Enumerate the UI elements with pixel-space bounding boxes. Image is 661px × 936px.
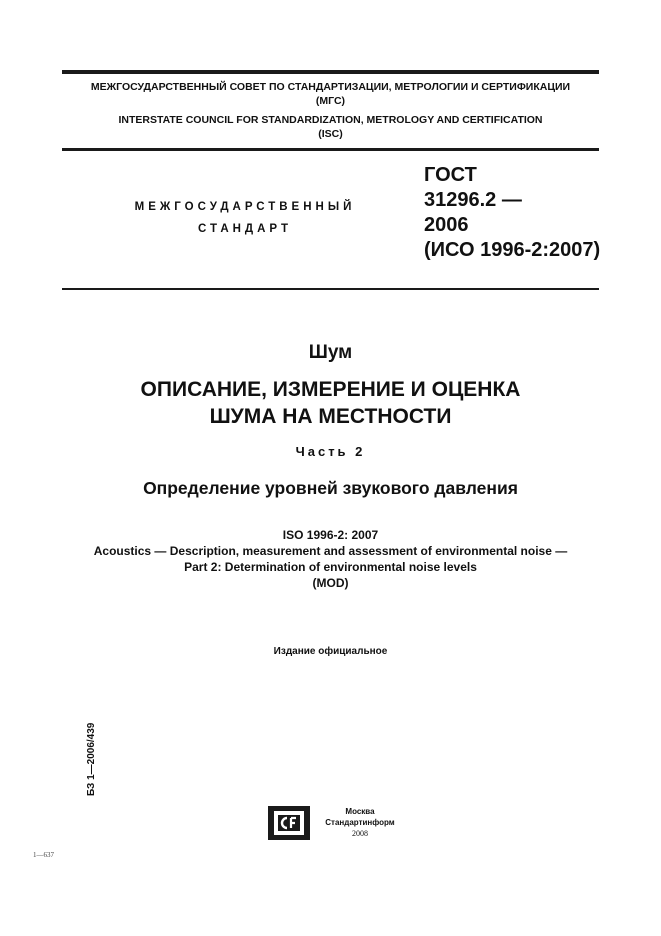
council-ru (0, 80, 661, 108)
publisher-year: 2008 (352, 829, 368, 838)
header-rule (62, 148, 599, 151)
council-en-name: INTERSTATE COUNCIL FOR STANDARDIZATION, METROLOGY AND CERTIFICATION (118, 114, 543, 126)
gost-year: 2006 (424, 214, 469, 236)
council-ru-abbr: (МГС) (315, 95, 346, 107)
title-main-line1: ОПИСАНИЕ, ИЗМЕРЕНИЕ И ОЦЕНКА (140, 378, 521, 401)
gost-iso-ref: (ИСО 1996-2:2007) (424, 239, 601, 261)
title-noise: Шум (308, 342, 353, 363)
iso-mod: (MOD) (312, 576, 349, 590)
council-en-abbr: (ISC) (318, 128, 343, 140)
title-main (0, 376, 661, 430)
edition-label: Издание официальное (273, 646, 388, 657)
top-rule (62, 70, 599, 74)
gost-number: 31296.2 — (424, 189, 522, 211)
part-subtitle: Определение уровней звукового давления (143, 478, 518, 498)
title-main-line2: ШУМА НА МЕСТНОСТИ (209, 405, 452, 428)
gost-label: ГОСТ (424, 164, 477, 186)
side-stamp: БЗ 1—2006/439 (86, 722, 97, 796)
standartinform-logo-icon (268, 806, 310, 845)
part-label: Часть 2 (295, 444, 366, 459)
title-rule (62, 288, 599, 290)
iso-reference (0, 527, 661, 591)
council-en (0, 113, 661, 141)
footnote: 1—637 (33, 851, 54, 859)
publisher-block (314, 806, 406, 839)
standard-type-line1: МЕЖГОСУДАРСТВЕННЫЙ (134, 201, 356, 213)
publisher-city: Москва (345, 807, 375, 816)
council-ru-name: МЕЖГОСУДАРСТВЕННЫЙ СОВЕТ ПО СТАНДАРТИЗАЦИИ, МЕТРОЛОГИИ И СЕРТИФИКАЦИИ (90, 81, 571, 93)
publisher-name: Стандартинформ (325, 818, 395, 827)
iso-code: ISO 1996-2: 2007 (282, 528, 379, 542)
standard-type-line2: СТАНДАРТ (198, 223, 292, 235)
gost-designation (424, 163, 600, 263)
standard-type (100, 196, 390, 240)
iso-title-line1: Acoustics — Description, measurement and assessment of environmental noise — (93, 544, 568, 558)
iso-title-line2: Part 2: Determination of environmental noise levels (184, 560, 477, 574)
